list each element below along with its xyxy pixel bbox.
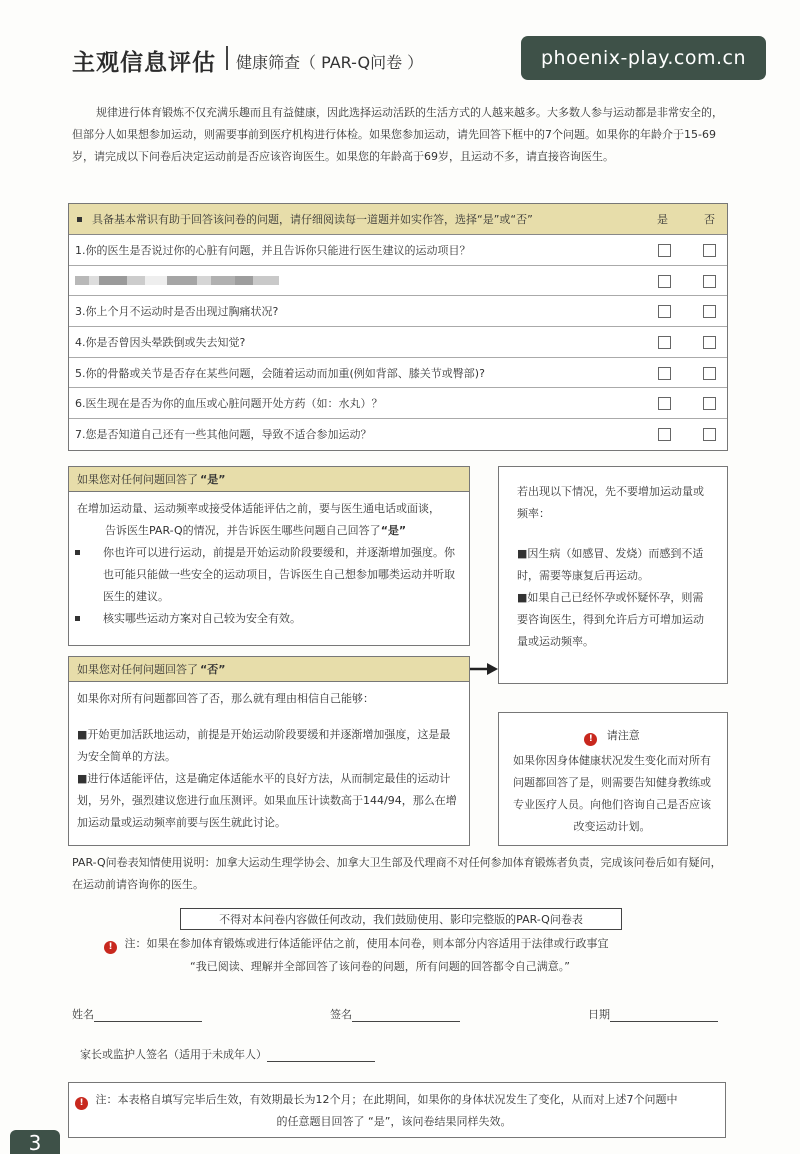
question-text: 7.您是否知道自己还有一些其他问题，导致不适合参加运动？ [75,428,372,442]
yes-checkbox[interactable] [658,397,671,410]
attention-box [498,712,728,846]
no-checkbox[interactable] [703,275,716,288]
attention-title-row [511,727,713,746]
name-label: 姓名 [72,1008,94,1021]
question-row [69,266,727,297]
attention-title: 请注意 [606,729,640,742]
no-checkbox[interactable] [703,244,716,257]
question-row [69,358,727,389]
yes-checkbox[interactable] [658,305,671,318]
bullet-icon [75,616,80,621]
questionnaire-header [69,204,727,235]
yes-checkbox[interactable] [658,275,671,288]
no-box-header-answer: “否” [200,663,226,676]
title-divider [226,46,228,70]
no-checkbox[interactable] [703,305,716,318]
yes-box-body [69,492,469,630]
no-box-item: ■进行体适能评估，这是确定体适能水平的良好方法，从而制定最佳的运动计划，另外，强烈建议您进行血压测评。如果血压计读数高于144/94，那么在增加运动量或运动频率前要与医生就此讨论。 [77,772,457,829]
page-title: 主观信息评估 [72,50,216,76]
yes-box-intro-answer: “是” [380,524,407,537]
yes-box-header [69,467,469,492]
question-text: 3.你上个月不运动时是否出现过胸痛状况? [75,305,279,319]
signature-label: 签名 [330,1008,352,1021]
name-line[interactable] [94,1008,202,1022]
signature-line[interactable] [352,1008,460,1022]
bullet-icon [75,550,80,555]
question-row [69,327,727,358]
no-checkbox[interactable] [703,428,716,441]
yes-box-bullet [69,608,463,630]
no-column-header: 否 [704,213,715,226]
question-row [69,235,727,266]
questionnaire-instructions: 具备基本常识有助于回答该问卷的问题，请仔细阅读每一道题并如实作答，选择“是”或“否” [92,213,533,226]
page-number: 3 [10,1130,60,1154]
question-text: 4.你是否曾因头晕跌倒或失去知觉? [75,335,246,349]
no-answer-box [68,656,470,846]
question-text: 1.你的医生是否说过你的心脏有问题，并且告诉你只能进行医生建议的运动项目？ [75,243,471,257]
question-row [69,419,727,450]
delay-box-intro: 若出现以下情况，先不要增加运动量或频率： [517,485,704,520]
declaration-text: “我已阅读、理解并全部回答了该问卷的问题，所有问题的回答都令自己满意。” [190,960,570,973]
date-line[interactable] [610,1008,718,1022]
intro-paragraph: 规律进行体育锻炼不仅充满乐趣而且有益健康，因此选择运动活跃的生活方式的人越来越多。大多数人参与运动都是非常安全的，但部分人如果想参加运动，则需要事前到医疗机构进行体检。如果您参加运动，请先回答下框中的7个问题。如果你的年龄介于15-69岁，请完成以下问卷后决定运动前是否应该咨询医生。如果您的年龄高于69岁，且运动不多，请直接咨询医生。 [72,106,723,163]
questionnaire-table [68,203,728,451]
no-box-body [69,682,469,834]
no-box-intro: 如果你对所有问题都回答了否，那么就有理由相信自己能够： [77,692,374,705]
yes-checkbox[interactable] [658,336,671,349]
yes-box-bullet-text: 你也许可以进行运动，前提是开始运动阶段要缓和，并逐渐增加强度。你也可能只能做一些安全的运动项目，告诉医生自己想参加哪类运动并听取医生的建议。 [103,546,455,603]
validity-note-line1 [69,1089,719,1111]
yes-answer-box [68,466,470,646]
validity-note-line2: 的任意题目回答了 “是”，该问卷结果同样失效。 [276,1115,512,1128]
no-checkbox[interactable] [703,397,716,410]
watermark-badge: phoenix-play.com.cn [521,36,766,80]
yes-box-header-answer: “是” [200,473,226,486]
validity-note-text: 注：本表格自填写完毕后生效，有效期最长为12个月；在此期间，如果你的身体状况发生了变化，从而对上述7个问题中 [95,1093,678,1106]
date-label: 日期 [588,1008,610,1021]
guardian-label: 家长或监护人签名（适用于未成年人） [80,1048,267,1061]
delay-advice-box [498,466,728,684]
yes-box-intro-line2 [77,520,463,542]
redacted-question-text [75,276,279,285]
signature-field[interactable] [330,1006,460,1022]
no-box-item: ■开始更加活跃地运动，前提是开始运动阶段要缓和并逐渐增加强度，这是最为安全简单的方法。 [77,728,451,763]
delay-box-item: ■如果自己已经怀孕或怀疑怀孕，则需要咨询医生，得到允许后方可增加运动量或运动频率。 [517,591,704,648]
question-text: 6.医生现在是否为你的血压或心脏问题开处方药（如：水丸）？ [75,397,383,411]
yes-checkbox[interactable] [658,428,671,441]
no-modification-notice: 不得对本问卷内容做任何改动，我们鼓励使用、影印完整版的PAR-Q问卷表 [180,908,622,930]
guardian-field[interactable] [80,1046,375,1062]
delay-box-item: ■因生病（如感冒、发烧）而感到不适时，需要等康复后再运动。 [517,547,704,582]
usage-disclaimer: PAR-Q问卷表知情使用说明：加拿大运动生理学协会、加拿大卫生部及代理商不对任何参加体育锻炼者负责，完成该问卷后如有疑问，在运动前请咨询你的医生。 [72,856,722,891]
yes-box-intro-line1: 在增加运动量、运动频率或接受体适能评估之前，要与医生通电话或面谈， [77,502,440,515]
yes-checkbox[interactable] [658,367,671,380]
guardian-line[interactable] [267,1048,375,1062]
yes-box-intro-text: 告诉医生PAR-Q的情况，并告诉医生哪些问题自己回答了 [105,524,381,537]
name-field[interactable] [72,1006,202,1022]
legal-note-text: 注：如果在参加体育锻炼或进行体适能评估之前，使用本问卷，则本部分内容适用于法律或行政事宜 [124,937,609,950]
warning-icon: ! [584,733,597,746]
yes-box-bullet [69,542,463,608]
no-checkbox[interactable] [703,367,716,380]
question-text: 5.你的骨骼或关节是否存在某些问题，会随着运动而加重(例如背部、膝关节或臀部)? [75,366,485,380]
no-box-header [69,657,469,682]
warning-icon: ! [104,941,117,954]
validity-note-box [68,1082,726,1138]
yes-column-header: 是 [657,213,668,226]
question-row [69,296,727,327]
legal-note [104,935,704,954]
yes-checkbox[interactable] [658,244,671,257]
date-field[interactable] [588,1006,718,1022]
no-checkbox[interactable] [703,336,716,349]
yes-box-header-prefix: 如果您对任何问题回答了 [77,473,198,486]
arrow-right-icon [470,662,498,676]
question-row [69,388,727,419]
yes-box-bullet-text: 核实哪些运动方案对自己较为安全有效。 [103,612,301,625]
page-subtitle: 健康筛查（ PAR-Q问卷 ） [236,53,424,72]
bullet-icon [77,217,82,222]
no-box-header-prefix: 如果您对任何问题回答了 [77,663,198,676]
attention-text: 如果你因身体健康状况发生变化而对所有问题都回答了是，则需要告知健身教练或专业医疗人员。向他们咨询自己是否应该改变运动计划。 [513,754,711,833]
warning-icon: ! [75,1097,88,1110]
